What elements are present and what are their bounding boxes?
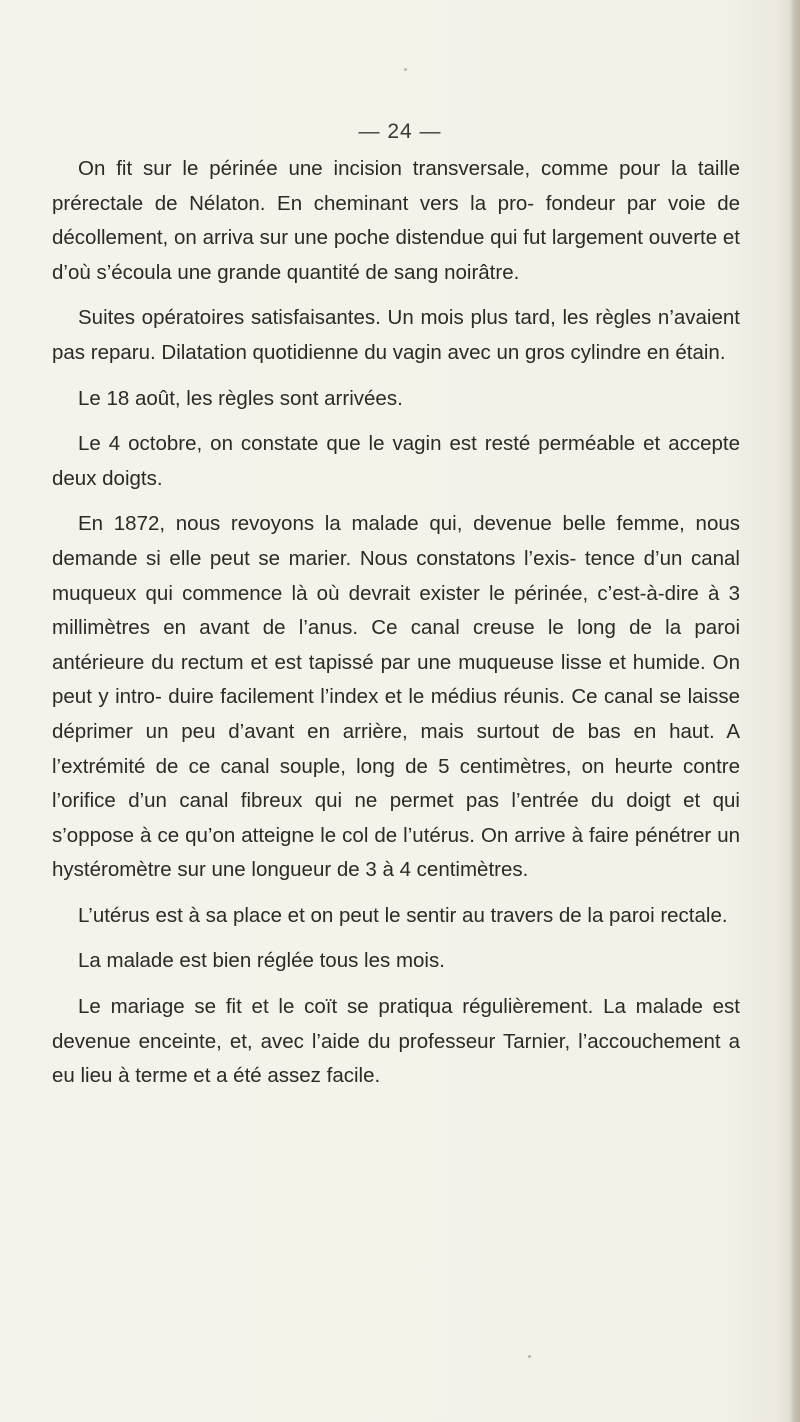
paper-speck (404, 68, 407, 71)
paragraph: En 1872, nous revoyons la malade qui, devenue belle femme, nous demande si elle peut se marier. Nous constatons l’exis- tence d’un canal muqueux qui commence là où devrait exister le périnée, c’est-à-dire à 3 millimètres en avant de l’anus. Ce canal creuse le long de la paroi antérieure du rectum et est tapissé par une muqueuse lisse et humide. On peut y intro- duire facilement l’index et le médius réunis. Ce canal se laisse déprimer un peu d’avant en arrière, mais surtout de bas en haut. A l’extrémité de ce canal souple, long de 5 centimètres, on heurte contre l’orifice d’un canal fibreux qui ne permet pas l’entrée du doigt et qui s’oppose à ce qu’on atteigne le col de l’utérus. On arrive à faire pénétrer un hystéromètre sur une longueur de 3 à 4 centimètres. (52, 512, 740, 882)
paragraph: Le 18 août, les règles sont arrivées. (78, 386, 403, 410)
body-text (52, 152, 740, 1105)
paragraph: Le 4 octobre, on constate que le vagin est resté perméable et accepte deux doigts. (52, 432, 740, 490)
page-number: — 24 — (358, 120, 442, 143)
paragraph: L’utérus est à sa place et on peut le sentir au travers de la paroi rectale. (78, 903, 728, 927)
paragraph: Suites opératoires satisfaisantes. Un mois plus tard, les règles n’avaient pas reparu. Dilatation quotidienne du vagin avec un gros cylindre en étain. (52, 306, 740, 364)
paper-speck (528, 1355, 531, 1358)
paragraph: La malade est bien réglée tous les mois. (78, 949, 445, 973)
page-edge-shadow (790, 0, 800, 1422)
paragraph: On fit sur le périnée une incision transversale, comme pour la taille prérectale de Nélaton. En cheminant vers la pro- fondeur par voie de décollement, on arriva sur une poche distendue qui fut largement ouverte et d’où s’écoula une grande quantité de sang noirâtre. (52, 157, 740, 284)
paragraph: Le mariage se fit et le coït se pratiqua régulièrement. La malade est devenue enceinte, et, avec l’aide du professeur Tarnier, l’accouchement a eu lieu à terme et a été assez facile. (52, 995, 740, 1088)
